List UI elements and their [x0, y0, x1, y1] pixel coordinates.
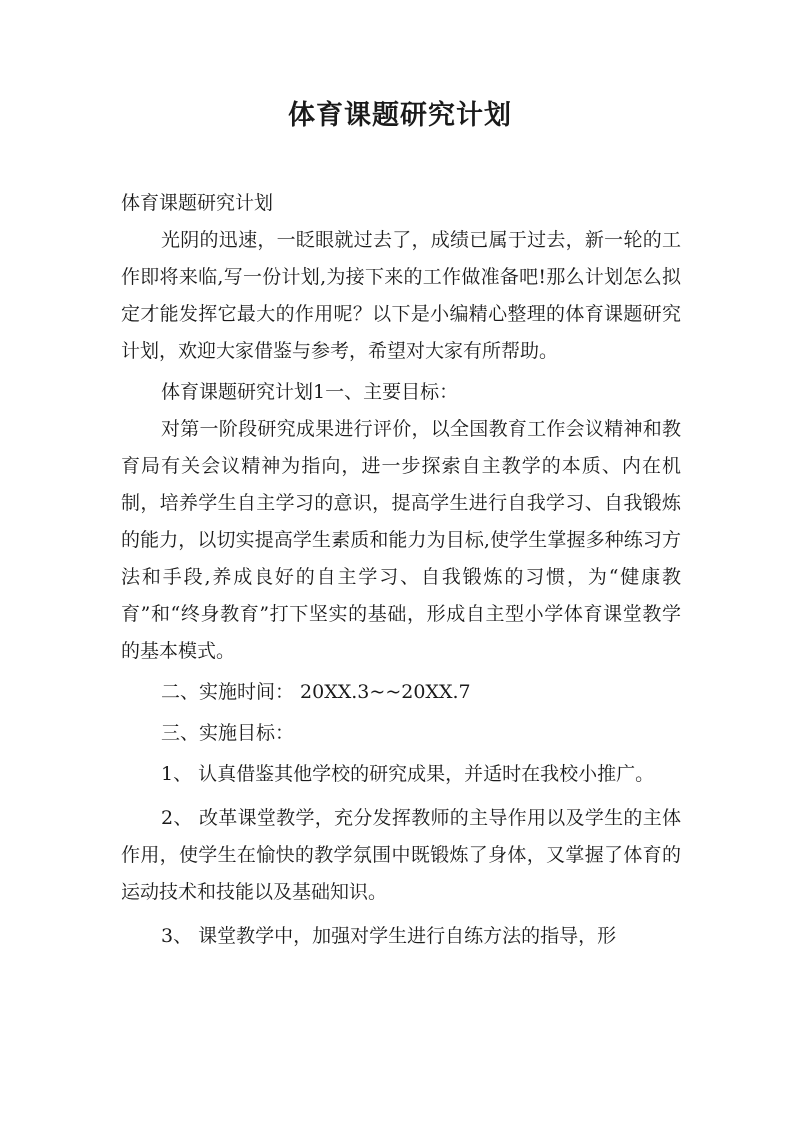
plan-heading: 体育课题研究计划1	[161, 381, 326, 403]
intro-paragraph: 光阴的迅速，一眨眼就过去了，成绩已属于过去，新一轮的工作即将来临,写一份计划,为接下来的工作做准备吧!那么计划怎么拟定才能发挥它最大的作用呢？以下是小编精心整理的体育课题研究计划，欢迎大家借鉴与参考，希望对大家有所帮助。	[121, 229, 681, 362]
list-item: 1、 认真借鉴其他学校的研究成果，并适时在我校小推广。	[161, 763, 655, 785]
list-item: 3、 课堂教学中，加强对学生进行自练方法的指导，形	[161, 925, 617, 947]
document-body	[121, 185, 681, 955]
page-title: 体育课题研究计划	[288, 100, 512, 131]
target-heading: 三、实施目标：	[161, 722, 295, 744]
goal-paragraph: 对第一阶段研究成果进行评价，以全国教育工作会议精神和教育局有关会议精神为指向，进一步探索自主教学的本质、内在机制，培养学生自主学习的意识，提高学生进行自我学习、自我锻炼的能力，以切实提高学生素质和能力为目标,使学生掌握多种练习方法和手段,养成良好的自主学习、自我锻炼的习惯，为“健康教育”和“终身教育”打下坚实的基础，形成自主型小学体育课堂教学的基本模式。	[121, 418, 681, 662]
time-line: 二、实施时间： 20XX.3~~20XX.7	[161, 681, 471, 703]
plan-heading-line	[121, 374, 681, 411]
goal-heading: 一、主要目标：	[325, 381, 459, 403]
subtitle-line: 体育课题研究计划	[121, 192, 274, 214]
list-item: 2、 改革课堂教学，充分发挥教师的主导作用以及学生的主体作用，使学生在愉快的教学氛围中既锻炼了身体，又掌握了体育的运动技术和技能以及基础知识。	[121, 807, 681, 903]
